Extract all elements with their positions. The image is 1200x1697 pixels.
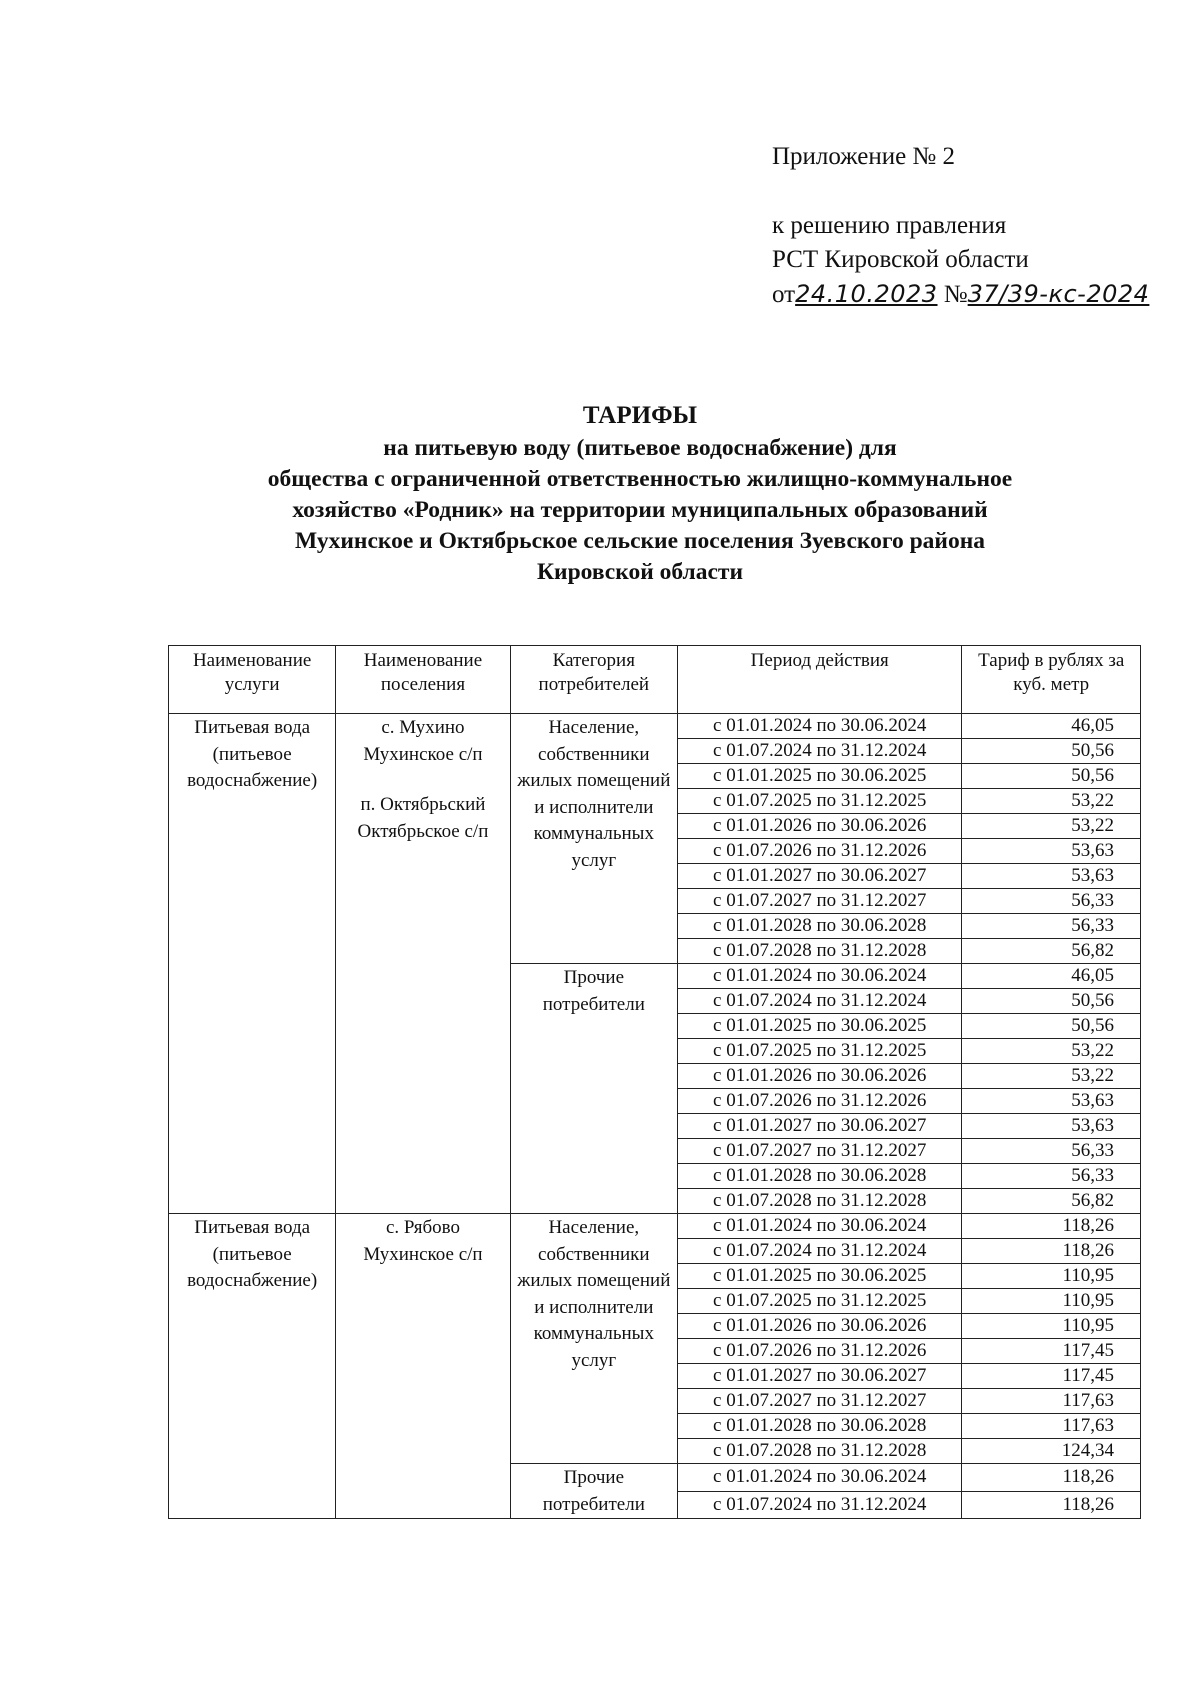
settlement-cell (336, 1214, 510, 1519)
tariff-cell: 50,56 (962, 989, 1141, 1014)
tariff-cell: 53,22 (962, 789, 1141, 814)
settlement-line (340, 768, 505, 792)
header-tariff: Тариф в рублях за куб. метр (962, 646, 1141, 714)
settlement-line: п. Октябрьский (360, 794, 486, 815)
header-period: Период действия (677, 646, 962, 714)
tariff-cell: 110,95 (962, 1314, 1141, 1339)
date-prefix: от (772, 281, 796, 308)
title-line-1: на питьевую воду (питьевое водоснабжение) для (383, 435, 897, 461)
period-cell: с 01.01.2025 по 30.06.2025 (677, 764, 962, 789)
period-cell: с 01.01.2027 по 30.06.2027 (677, 1114, 962, 1139)
tariff-cell: 53,22 (962, 814, 1141, 839)
decision-date: 24.10.2023 (795, 280, 938, 308)
service-cell: Питьевая вода (питьевое водоснабжение) (169, 714, 336, 1214)
tariff-cell: 124,34 (962, 1439, 1141, 1464)
settlement-line: Октябрьское с/п (357, 820, 489, 842)
period-cell: с 01.01.2025 по 30.06.2025 (677, 1264, 962, 1289)
tariff-cell: 56,33 (962, 914, 1141, 939)
period-cell: с 01.01.2026 по 30.06.2026 (677, 1064, 962, 1089)
number-prefix: № (943, 281, 968, 308)
period-cell: с 01.07.2026 по 31.12.2026 (677, 1339, 962, 1364)
tariff-cell: 56,82 (962, 1189, 1141, 1214)
tariff-table-wrapper (168, 645, 1141, 1519)
appendix-line-1: к решению правления (772, 212, 1007, 239)
period-cell: с 01.07.2024 по 31.12.2024 (677, 739, 962, 764)
period-cell: с 01.01.2024 по 30.06.2024 (677, 1464, 962, 1492)
tariff-cell: 56,33 (962, 1139, 1141, 1164)
appendix-header (772, 140, 1149, 312)
table-header-row (169, 646, 1141, 714)
appendix-line-2: РСТ Кировской области (772, 246, 1029, 273)
title-line-2: общества с ограниченной ответственностью жилищно-коммунальное (267, 466, 1013, 492)
tariff-cell: 53,63 (962, 1114, 1141, 1139)
period-cell: с 01.07.2024 по 31.12.2024 (677, 1239, 962, 1264)
header-service: Наименование услуги (169, 646, 336, 714)
document-title (100, 400, 1180, 588)
period-cell: с 01.07.2027 по 31.12.2027 (677, 889, 962, 914)
period-cell: с 01.01.2028 по 30.06.2028 (677, 1414, 962, 1439)
table-row (169, 1214, 1141, 1239)
period-cell: с 01.07.2027 по 31.12.2027 (677, 1139, 962, 1164)
category-cell: Прочие потребители (510, 964, 677, 1214)
tariff-cell: 50,56 (962, 764, 1141, 789)
tariff-cell: 53,22 (962, 1039, 1141, 1064)
period-cell: с 01.07.2025 по 31.12.2025 (677, 1289, 962, 1314)
settlement-line: с. Мухино (381, 717, 465, 738)
appendix-title: Приложение № 2 (772, 143, 956, 170)
tariff-cell: 56,33 (962, 1164, 1141, 1189)
tariff-cell: 53,63 (962, 864, 1141, 889)
settlement-line: Мухинское с/п (363, 1243, 483, 1265)
tariff-cell: 117,63 (962, 1389, 1141, 1414)
service-cell: Питьевая вода (питьевое водоснабжение) (169, 1214, 336, 1519)
tariff-cell: 53,22 (962, 1064, 1141, 1089)
tariff-cell: 118,26 (962, 1464, 1141, 1492)
tariff-cell: 110,95 (962, 1264, 1141, 1289)
period-cell: с 01.07.2028 по 31.12.2028 (677, 1189, 962, 1214)
period-cell: с 01.01.2028 по 30.06.2028 (677, 1164, 962, 1189)
period-cell: с 01.01.2025 по 30.06.2025 (677, 1014, 962, 1039)
period-cell: с 01.07.2028 по 31.12.2028 (677, 939, 962, 964)
settlement-cell (336, 714, 510, 1214)
period-cell: с 01.07.2026 по 31.12.2026 (677, 839, 962, 864)
settlement-line: с. Рябово (385, 1217, 460, 1238)
tariff-cell: 118,26 (962, 1491, 1141, 1519)
tariff-table (168, 645, 1141, 1519)
title-main: ТАРИФЫ (582, 402, 698, 429)
decision-number: 37/39-кс-2024 (967, 280, 1150, 308)
title-line-4: Мухинское и Октябрьское сельские поселения Зуевского района (295, 528, 985, 554)
decision-reference (772, 277, 1149, 312)
tariff-cell: 56,82 (962, 939, 1141, 964)
period-cell: с 01.01.2027 по 30.06.2027 (677, 1364, 962, 1389)
category-cell: Население, собственники жилых помещений и исполнители коммунальных услуг (510, 1214, 677, 1464)
tariff-cell: 50,56 (962, 1014, 1141, 1039)
period-cell: с 01.01.2024 по 30.06.2024 (677, 714, 962, 739)
header-settlement: Наименование поселения (336, 646, 510, 714)
table-row (169, 714, 1141, 739)
tariff-cell: 53,63 (962, 839, 1141, 864)
period-cell: с 01.01.2028 по 30.06.2028 (677, 914, 962, 939)
period-cell: с 01.01.2024 по 30.06.2024 (677, 1214, 962, 1239)
period-cell: с 01.07.2025 по 31.12.2025 (677, 1039, 962, 1064)
tariff-cell: 46,05 (962, 714, 1141, 739)
period-cell: с 01.07.2025 по 31.12.2025 (677, 789, 962, 814)
period-cell: с 01.07.2024 по 31.12.2024 (677, 1491, 962, 1519)
period-cell: с 01.01.2027 по 30.06.2027 (677, 864, 962, 889)
tariff-cell: 118,26 (962, 1214, 1141, 1239)
tariff-cell: 53,63 (962, 1089, 1141, 1114)
tariff-cell: 110,95 (962, 1289, 1141, 1314)
period-cell: с 01.01.2024 по 30.06.2024 (677, 964, 962, 989)
header-category: Категория потребителей (510, 646, 677, 714)
tariff-cell: 117,63 (962, 1414, 1141, 1439)
category-cell: Население, собственники жилых помещений и исполнители коммунальных услуг (510, 714, 677, 964)
title-line-5: Кировской области (537, 559, 743, 585)
tariff-cell: 118,26 (962, 1239, 1141, 1264)
period-cell: с 01.07.2024 по 31.12.2024 (677, 989, 962, 1014)
period-cell: с 01.07.2028 по 31.12.2028 (677, 1439, 962, 1464)
category-cell: Прочие потребители (510, 1464, 677, 1519)
tariff-cell: 117,45 (962, 1364, 1141, 1389)
tariff-cell: 50,56 (962, 739, 1141, 764)
tariff-cell: 117,45 (962, 1339, 1141, 1364)
tariff-cell: 46,05 (962, 964, 1141, 989)
period-cell: с 01.01.2026 по 30.06.2026 (677, 814, 962, 839)
period-cell: с 01.07.2026 по 31.12.2026 (677, 1089, 962, 1114)
tariff-cell: 56,33 (962, 889, 1141, 914)
title-line-3: хозяйство «Родник» на территории муниципальных образований (292, 497, 988, 523)
period-cell: с 01.07.2027 по 31.12.2027 (677, 1389, 962, 1414)
settlement-line: Мухинское с/п (363, 743, 483, 765)
period-cell: с 01.01.2026 по 30.06.2026 (677, 1314, 962, 1339)
table-body (169, 714, 1141, 1519)
